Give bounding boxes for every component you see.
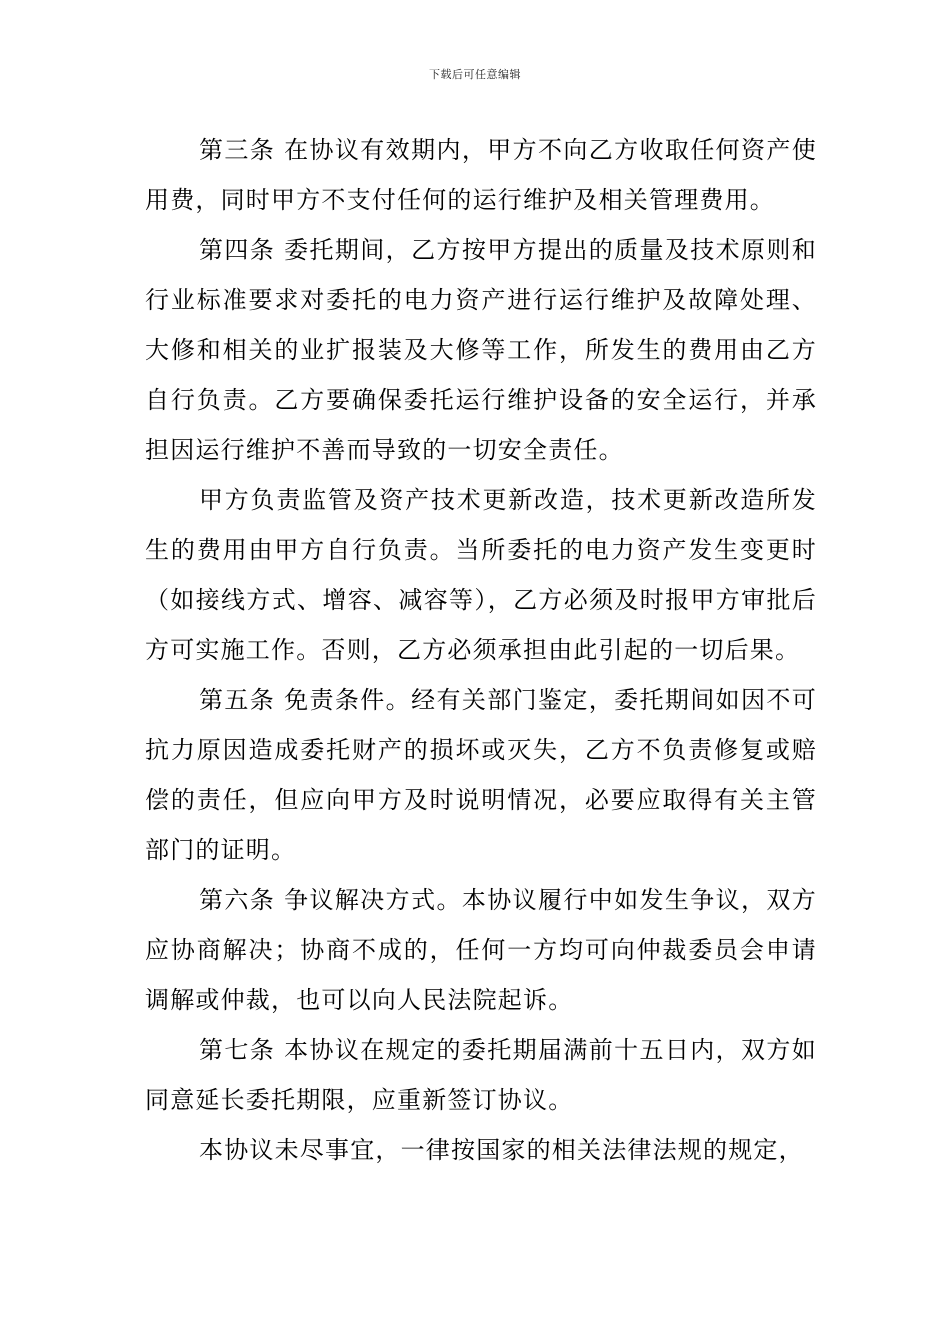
paragraph-article-3: 第三条 在协议有效期内，甲方不向乙方收取任何资产使用费，同时甲方不支付任何的运行维护及相关管理费用。 bbox=[145, 136, 817, 214]
paragraph-article-5: 第五条 免责条件。经有关部门鉴定，委托期间如因不可抗力原因造成委托财产的损坏或灭失，乙方不负责修复或赔偿的责任，但应向甲方及时说明情况，必要应取得有关主管部门的证明。 bbox=[145, 686, 817, 864]
paragraph-unresolved-matters: 本协议未尽事宜，一律按国家的相关法律法规的规定， bbox=[199, 1136, 804, 1164]
paragraph-article-4: 第四条 委托期间，乙方按甲方提出的质量及技术原则和行业标准要求对委托的电力资产进行运行维护及故障处理、大修和相关的业扩报装及大修等工作，所发生的费用由乙方自行负责。乙方要确保委托运行维护设备的安全运行，并承担因运行维护不善而导致的一切安全责任。 bbox=[145, 236, 817, 464]
paragraph-article-7: 第七条 本协议在规定的委托期届满前十五日内，双方如同意延长委托期限，应重新签订协议。 bbox=[145, 1036, 817, 1114]
page-header: 下载后可任意编辑 bbox=[429, 68, 521, 81]
paragraph-article-6: 第六条 争议解决方式。本协议履行中如发生争议，双方应协商解决；协商不成的，任何一方均可向仲裁委员会申请调解或仲裁，也可以向人民法院起诉。 bbox=[145, 886, 817, 1014]
paragraph-party-a-duties: 甲方负责监管及资产技术更新改造，技术更新改造所发生的费用由甲方自行负责。当所委托的电力资产发生变更时（如接线方式、增容、减容等），乙方必须及时报甲方审批后方可实施工作。否则，乙方必须承担由此引起的一切后果。 bbox=[145, 486, 817, 664]
document-body bbox=[145, 125, 817, 1175]
